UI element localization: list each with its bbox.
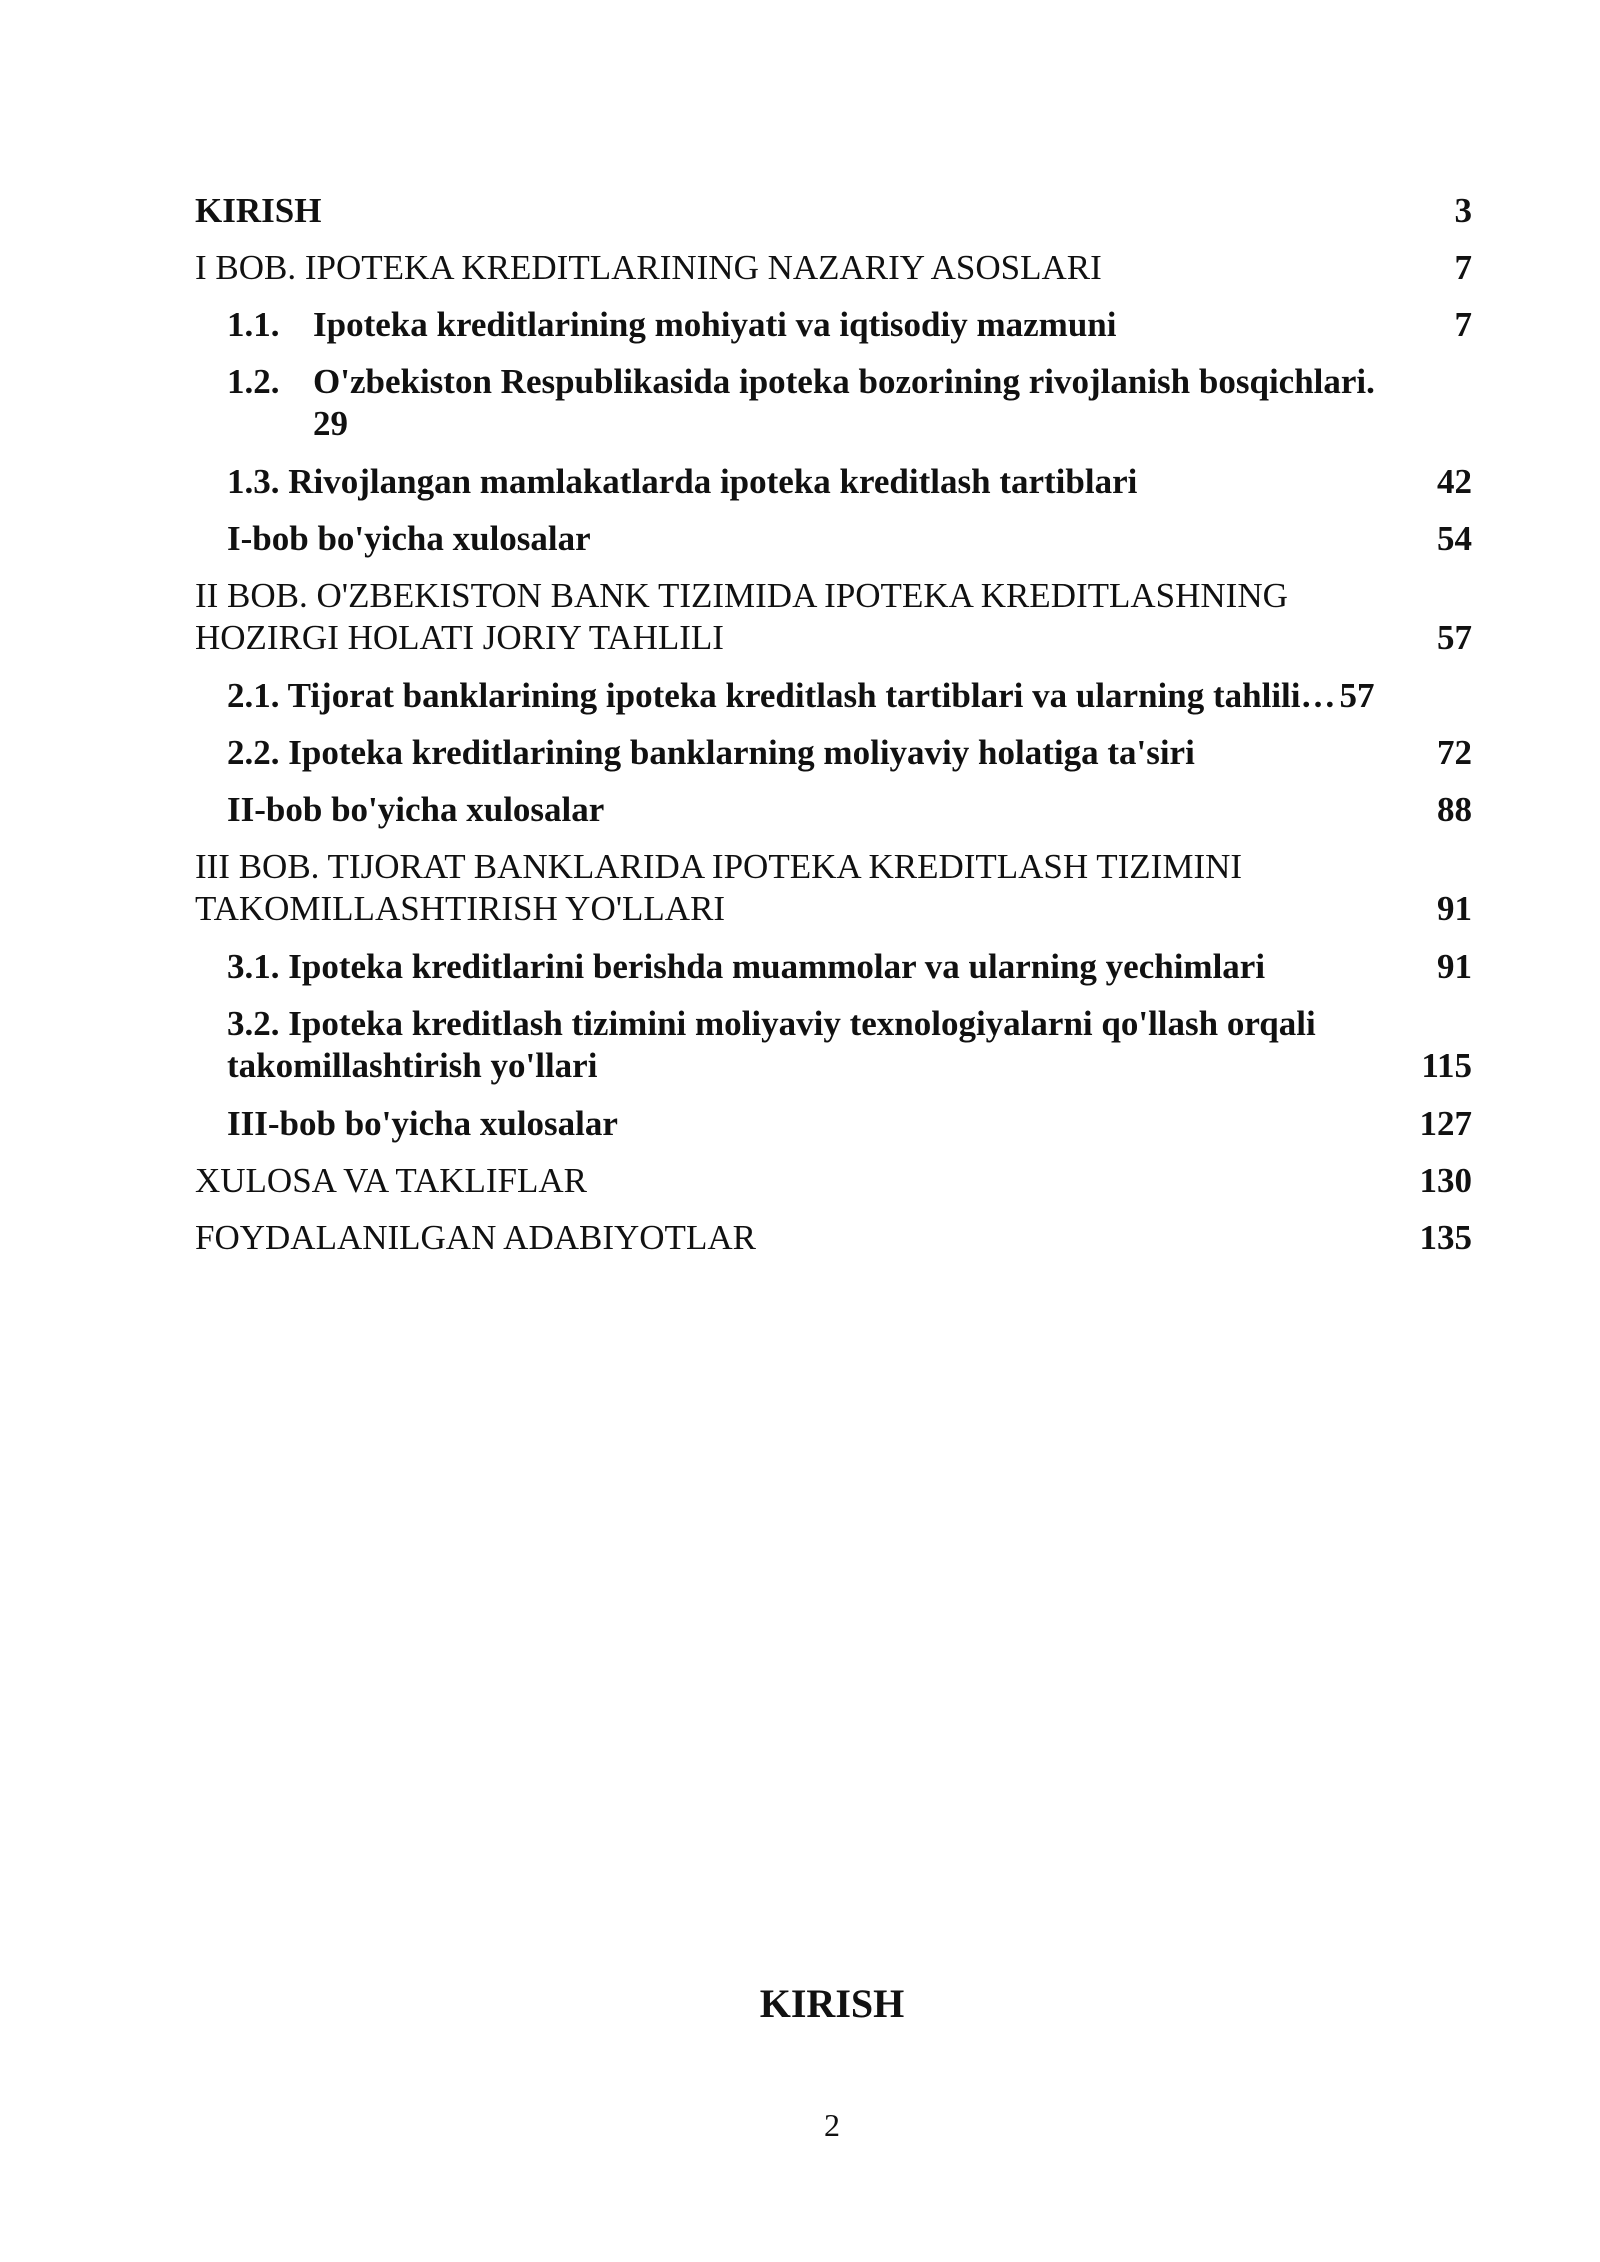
toc-page-number: 7 bbox=[1454, 248, 1472, 287]
toc-title-line1: III BOB. TIJORAT BANKLARIDA IPOTEKA KREDITLASH TIZIMINI bbox=[195, 847, 1243, 886]
toc-title: KIRISH bbox=[195, 191, 322, 230]
toc-title: Ipoteka kreditlarining mohiyati va iqtisodiy mazmuni bbox=[313, 305, 1117, 344]
toc-title: 1.3. Rivojlangan mamlakatlarda ipoteka kreditlash tartiblari bbox=[227, 462, 1138, 501]
toc-entry-2-2[interactable] bbox=[195, 732, 1472, 789]
toc-page-number: 3 bbox=[1454, 191, 1472, 230]
toc-entry-3-2[interactable] bbox=[195, 1003, 1472, 1103]
toc-page-number: 57 bbox=[1339, 676, 1375, 715]
toc-title-line1: II BOB. O'ZBEKISTON BANK TIZIMIDA IPOTEKA KREDITLASHNING bbox=[195, 576, 1288, 615]
toc-page-number: 91 bbox=[1437, 947, 1472, 986]
toc-section-number: 1.1. bbox=[227, 305, 280, 344]
toc-entry-1-3[interactable] bbox=[195, 461, 1472, 518]
toc-title-line2: HOZIRGI HOLATI JORIY TAHLILI bbox=[195, 618, 724, 657]
toc-title: I-bob bo'yicha xulosalar bbox=[227, 519, 591, 558]
section-heading: KIRISH bbox=[759, 1981, 905, 2026]
toc-title: 2.2. Ipoteka kreditlarining banklarning moliyaviy holatiga ta'siri bbox=[227, 733, 1195, 772]
toc-title-line2: takomillashtirish yo'llari bbox=[227, 1046, 598, 1085]
toc-entry-adabiyotlar[interactable] bbox=[195, 1217, 1472, 1274]
toc-page-number: 127 bbox=[1419, 1104, 1472, 1143]
toc-entry-bob2[interactable] bbox=[195, 575, 1472, 675]
toc-entry-kirish[interactable] bbox=[195, 190, 1472, 247]
toc-page-number: 130 bbox=[1419, 1161, 1472, 1200]
page-number: 2 bbox=[824, 2107, 840, 2143]
toc-entry-xulosa-3[interactable] bbox=[195, 1103, 1472, 1160]
toc-entry-xulosa-2[interactable] bbox=[195, 789, 1472, 846]
toc-title: FOYDALANILGAN ADABIYOTLAR bbox=[195, 1218, 756, 1257]
toc-page-number: 57 bbox=[1437, 618, 1472, 657]
toc-title-line1: 3.2. Ipoteka kreditlash tizimini moliyaviy texnologiyalarni qo'llash orqali bbox=[227, 1004, 1316, 1043]
toc-page-number: 91 bbox=[1437, 889, 1472, 928]
toc-title: I BOB. IPOTEKA KREDITLARINING NAZARIY ASOSLARI bbox=[195, 248, 1102, 287]
toc-entry-xulosa-va-takliflar[interactable] bbox=[195, 1160, 1472, 1217]
toc-entry-bob3[interactable] bbox=[195, 846, 1472, 946]
toc-entry-1-2[interactable] bbox=[195, 361, 1472, 461]
toc-title: III-bob bo'yicha xulosalar bbox=[227, 1104, 618, 1143]
toc-page-number: 88 bbox=[1437, 790, 1472, 829]
toc-entry-1-1[interactable] bbox=[195, 304, 1472, 361]
toc-title: II-bob bo'yicha xulosalar bbox=[227, 790, 605, 829]
toc-entry-2-1[interactable] bbox=[195, 675, 1472, 732]
table-of-contents bbox=[195, 190, 1472, 1274]
toc-entry-xulosa-1[interactable] bbox=[195, 518, 1472, 575]
toc-section-number: 1.2. bbox=[227, 362, 280, 401]
toc-page-number: 115 bbox=[1421, 1046, 1472, 1085]
toc-page-number: 42 bbox=[1437, 462, 1472, 501]
toc-title-line2: TAKOMILLASHTIRISH YO'LLARI bbox=[195, 889, 726, 928]
toc-page-number: 72 bbox=[1437, 733, 1472, 772]
toc-page-number: 135 bbox=[1419, 1218, 1472, 1257]
toc-entry-bob1[interactable] bbox=[195, 247, 1472, 304]
toc-title: O'zbekiston Respublikasida ipoteka bozorining rivojlanish bosqichlari. bbox=[313, 362, 1375, 401]
toc-page-number: 29 bbox=[313, 404, 348, 443]
toc-entry-3-1[interactable] bbox=[195, 946, 1472, 1003]
toc-title: 2.1. Tijorat banklarining ipoteka kreditlash tartiblari va ularning tahlili… bbox=[227, 676, 1336, 715]
toc-title: XULOSA VA TAKLIFLAR bbox=[195, 1161, 587, 1200]
toc-page-number: 54 bbox=[1437, 519, 1472, 558]
toc-page-number: 7 bbox=[1454, 305, 1472, 344]
toc-title: 3.1. Ipoteka kreditlarini berishda muammolar va ularning yechimlari bbox=[227, 947, 1266, 986]
